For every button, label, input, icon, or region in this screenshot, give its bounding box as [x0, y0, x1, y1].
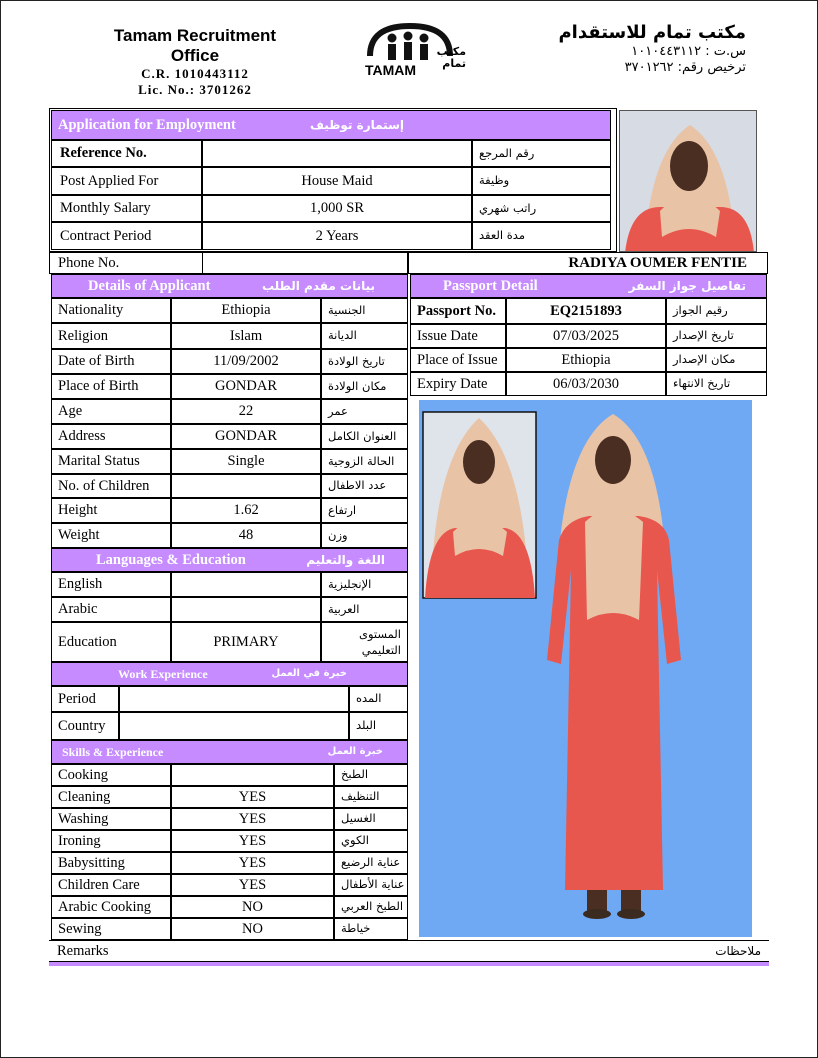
- skill-row-label-ar: الطبخ: [334, 764, 408, 786]
- skill-row-value[interactable]: [171, 764, 334, 786]
- languages-title-ar: اللغة والتعليم: [306, 553, 385, 567]
- details-title-ar: بيانات مقدم الطلب: [261, 279, 375, 293]
- detail-row-label-ar: الديانة: [321, 323, 408, 349]
- logo-text: TAMAM: [365, 62, 417, 78]
- detail-row-label-ar: عدد الاطفال: [321, 474, 408, 498]
- details-title-en: Details of Applicant: [88, 277, 211, 294]
- portrait-figure: [620, 111, 757, 252]
- skill-row-label: Cleaning: [51, 786, 171, 808]
- app-row-label-ar: رقم المرجع: [472, 140, 611, 167]
- skill-row-value[interactable]: NO: [171, 918, 334, 940]
- work-row-label: Period: [51, 686, 119, 712]
- languages-title-en: Languages & Education: [96, 551, 246, 568]
- phone-label: Phone No.: [49, 252, 202, 274]
- work-row-label: Country: [51, 712, 119, 740]
- skill-row-label: Babysitting: [51, 852, 171, 874]
- app-row-label: Post Applied For: [51, 167, 202, 195]
- company-header-ar: [540, 22, 746, 76]
- language-row-label-ar: المستوى التعليمي: [321, 622, 408, 662]
- app-row-value[interactable]: House Maid: [202, 167, 472, 195]
- app-row-value[interactable]: [202, 140, 472, 167]
- passport-row-value[interactable]: 07/03/2025: [506, 324, 666, 348]
- passport-row-label-ar: رقيم الجواز: [666, 298, 767, 324]
- application-title-en: Application for Employment: [58, 116, 236, 133]
- detail-row-label-ar: ارتفاع: [321, 498, 408, 523]
- remarks-underline: [49, 962, 769, 966]
- detail-row-value[interactable]: 1.62: [171, 498, 321, 523]
- detail-row-value[interactable]: 22: [171, 399, 321, 424]
- passport-title-bar: [410, 274, 767, 298]
- skill-row-label-ar: الغسيل: [334, 808, 408, 830]
- detail-row-value[interactable]: 11/09/2002: [171, 349, 321, 374]
- app-row-value[interactable]: 1,000 SR: [202, 195, 472, 222]
- passport-row-label: Place of Issue: [410, 348, 506, 372]
- skill-row-label-ar: التنظيف: [334, 786, 408, 808]
- detail-row-label-ar: الحالة الزوجية: [321, 449, 408, 474]
- work-row-label-ar: المده: [349, 686, 408, 712]
- work-row-value[interactable]: [119, 686, 349, 712]
- skill-row-value[interactable]: YES: [171, 852, 334, 874]
- skill-row-value[interactable]: NO: [171, 896, 334, 918]
- detail-row-label-ar: العنوان الكامل: [321, 424, 408, 449]
- detail-row-label-ar: الجنسية: [321, 298, 408, 323]
- language-row-value[interactable]: [171, 597, 321, 622]
- work-row-label-ar: البلد: [349, 712, 408, 740]
- skill-row-label: Arabic Cooking: [51, 896, 171, 918]
- company-header-en: [92, 26, 298, 98]
- details-title-bar: [51, 274, 408, 298]
- cr-number-ar: س.ت : ١٠١٠٤٤٣١١٢: [631, 44, 746, 59]
- skill-row-label: Cooking: [51, 764, 171, 786]
- app-row-label: Monthly Salary: [51, 195, 202, 222]
- app-row-label: Reference No.: [51, 140, 202, 167]
- language-row-label: English: [51, 572, 171, 597]
- passport-row-value[interactable]: Ethiopia: [506, 348, 666, 372]
- app-row-label-ar: مدة العقد: [472, 222, 611, 250]
- skill-row-label-ar: خياطة: [334, 918, 408, 940]
- detail-row-label-ar: تاريخ الولادة: [321, 349, 408, 374]
- passport-title-ar: تفاصيل جواز السفر: [628, 279, 746, 293]
- passport-row-label-ar: تاريخ الانتهاء: [666, 372, 767, 396]
- language-row-label: Education: [51, 622, 171, 662]
- work-row-value[interactable]: [119, 712, 349, 740]
- application-title-bar: [51, 110, 611, 140]
- cr-number-en: C.R. 1010443112: [141, 66, 249, 81]
- company-name-en: Tamam Recruitment Office: [113, 26, 277, 65]
- skills-title-bar: [51, 740, 408, 764]
- logo-text-ar: مكتب تمام: [436, 45, 466, 70]
- license-number-ar: ترخيص رقم: ٣٧٠١٢٦٢: [624, 60, 746, 75]
- skill-row-label-ar: عناية الأطفال: [334, 874, 408, 896]
- skill-row-label: Sewing: [51, 918, 171, 940]
- language-row-label-ar: العربية: [321, 597, 408, 622]
- detail-row-label: Age: [51, 399, 171, 424]
- skill-row-label: Ironing: [51, 830, 171, 852]
- detail-row-label-ar: عمر: [321, 399, 408, 424]
- skill-row-label-ar: الطبخ العربي: [334, 896, 408, 918]
- skill-row-label: Children Care: [51, 874, 171, 896]
- skills-title-en: Skills & Experience: [62, 745, 164, 759]
- language-row-value[interactable]: [171, 572, 321, 597]
- detail-row-label: Marital Status: [51, 449, 171, 474]
- passport-row-label: Expiry Date: [410, 372, 506, 396]
- app-row-label: Contract Period: [51, 222, 202, 250]
- app-row-value[interactable]: 2 Years: [202, 222, 472, 250]
- passport-row-label-ar: مكان الإصدار: [666, 348, 767, 372]
- app-row-label-ar: وظيفة: [472, 167, 611, 195]
- remarks-row[interactable]: [49, 940, 769, 962]
- skills-title-ar: خبرة العمل: [327, 746, 383, 757]
- skill-row-value[interactable]: YES: [171, 808, 334, 830]
- detail-row-label: Place of Birth: [51, 374, 171, 399]
- app-row-label-ar: راتب شهري: [472, 195, 611, 222]
- passport-row-value[interactable]: 06/03/2030: [506, 372, 666, 396]
- applicant-name: RADIYA OUMER FENTIE: [408, 252, 768, 274]
- work-title-bar: [51, 662, 408, 686]
- detail-row-label: Address: [51, 424, 171, 449]
- applicant-portrait-photo: [619, 110, 757, 252]
- detail-row-label-ar: مكان الولادة: [321, 374, 408, 399]
- company-name-ar: مكتب تمام للاستقدام: [558, 22, 746, 43]
- remarks-label-en: Remarks: [57, 942, 109, 959]
- applicant-full-photo: [419, 400, 752, 937]
- tamam-logo: [362, 20, 466, 78]
- skill-row-label-ar: الكوي: [334, 830, 408, 852]
- languages-title-bar: [51, 548, 408, 572]
- passport-title-en: Passport Detail: [443, 277, 538, 294]
- license-number-en: Lic. No.: 3701262: [138, 82, 252, 97]
- detail-row-value[interactable]: [171, 474, 321, 498]
- language-row-value[interactable]: PRIMARY: [171, 622, 321, 662]
- detail-row-value[interactable]: Single: [171, 449, 321, 474]
- detail-row-label: Weight: [51, 523, 171, 548]
- detail-row-value[interactable]: GONDAR: [171, 424, 321, 449]
- detail-row-label: Nationality: [51, 298, 171, 323]
- skill-row-value[interactable]: YES: [171, 786, 334, 808]
- detail-row-label: No. of Children: [51, 474, 171, 498]
- detail-row-value[interactable]: GONDAR: [171, 374, 321, 399]
- remarks-label-ar: ملاحظات: [715, 944, 761, 958]
- work-title-en: Work Experience: [118, 667, 208, 681]
- passport-row-label-ar: تاريخ الإصدار: [666, 324, 767, 348]
- skill-row-label: Washing: [51, 808, 171, 830]
- detail-row-label: Date of Birth: [51, 349, 171, 374]
- detail-row-label: Height: [51, 498, 171, 523]
- work-title-ar: خبرة في العمل: [271, 668, 347, 679]
- detail-row-label-ar: وزن: [321, 523, 408, 548]
- full-photo-figures: [419, 400, 752, 937]
- skill-row-value[interactable]: YES: [171, 830, 334, 852]
- language-row-label: Arabic: [51, 597, 171, 622]
- detail-row-value[interactable]: Islam: [171, 323, 321, 349]
- passport-row-label: Issue Date: [410, 324, 506, 348]
- passport-row-label: Passport No.: [410, 298, 506, 324]
- passport-row-value[interactable]: EQ2151893: [506, 298, 666, 324]
- phone-value[interactable]: [202, 252, 408, 274]
- detail-row-value[interactable]: Ethiopia: [171, 298, 321, 323]
- language-row-label-ar: الإنجليزية: [321, 572, 408, 597]
- skill-row-value[interactable]: YES: [171, 874, 334, 896]
- detail-row-value[interactable]: 48: [171, 523, 321, 548]
- application-title-ar: إستمارة توظيف: [309, 118, 404, 132]
- skill-row-label-ar: عناية الرضيع: [334, 852, 408, 874]
- detail-row-label: Religion: [51, 323, 171, 349]
